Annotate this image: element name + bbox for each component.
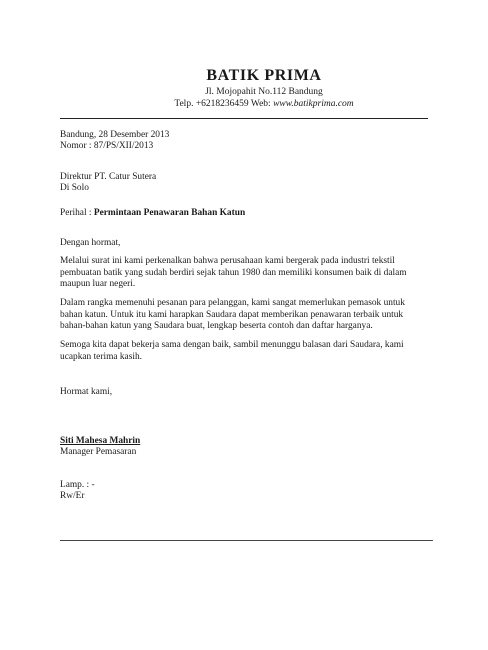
complimentary-close: Hormat kami, — [60, 387, 113, 397]
paragraph-request — [60, 298, 435, 333]
company-phone: Telp. +6218236459 Web: — [174, 99, 274, 109]
company-website: www.batikprima.com — [273, 99, 354, 109]
company-address: Jl. Mojopahit No.112 Bandung — [205, 87, 323, 97]
paragraph-line: pembuatan batik yang sudah berdiri sejak tahun 1980 dan memiliki konsumen baik di dalam — [60, 267, 407, 278]
paragraph-line: Melalui surat ini kami perkenalkan bahwa perusahaan kami bergerak pada industri tekstil — [60, 256, 395, 266]
salutation: Dengan hormat, — [60, 238, 121, 248]
letterhead-divider — [60, 118, 428, 119]
subject-line — [60, 208, 435, 220]
company-name: BATIK PRIMA — [206, 67, 322, 84]
letter-date: Bandung, 28 Desember 2013 — [60, 130, 170, 140]
paragraph-introduction — [60, 256, 435, 291]
paragraph-line: bahan katun. Untuk itu kami harapkan Saudara dapat memberikan penawaran terbaik untuk — [60, 309, 404, 320]
letterhead — [0, 66, 488, 110]
paragraph-line: bahan-bahan katun yang Saudara buat, lengkap beserta contoh dan daftar harganya. — [60, 321, 373, 331]
paragraph-line: Dalam rangka memenuhi pesanan para pelanggan, kami sangat memerlukan pemasok untuk — [60, 298, 405, 308]
signatory-title: Manager Pemasaran — [60, 447, 137, 457]
paragraph-line: maupun luar negeri. — [60, 279, 136, 289]
footer-divider — [60, 540, 433, 541]
paragraph-line: ucapkan terima kasih. — [60, 351, 142, 362]
signatory-name: Siti Mahesa Mahrin — [60, 436, 141, 446]
subject-text: Permintaan Penawaran Bahan Katun — [93, 208, 246, 218]
recipient-location: Di Solo — [60, 183, 89, 193]
attachment-note: Lamp. : - — [60, 480, 95, 490]
company-contact — [0, 98, 488, 110]
recipient-name: Direktur PT. Catur Sutera — [60, 172, 157, 182]
letter-number: Nomor : 87/PS/XII/2013 — [60, 141, 154, 151]
subject-label: Perihal : — [60, 208, 94, 218]
paragraph-closing — [60, 340, 435, 363]
typist-initials: Rw/Er — [60, 491, 85, 501]
paragraph-line: Semoga kita dapat bekerja sama dengan baik, sambil menunggu balasan dari Saudara, kami — [60, 340, 404, 350]
